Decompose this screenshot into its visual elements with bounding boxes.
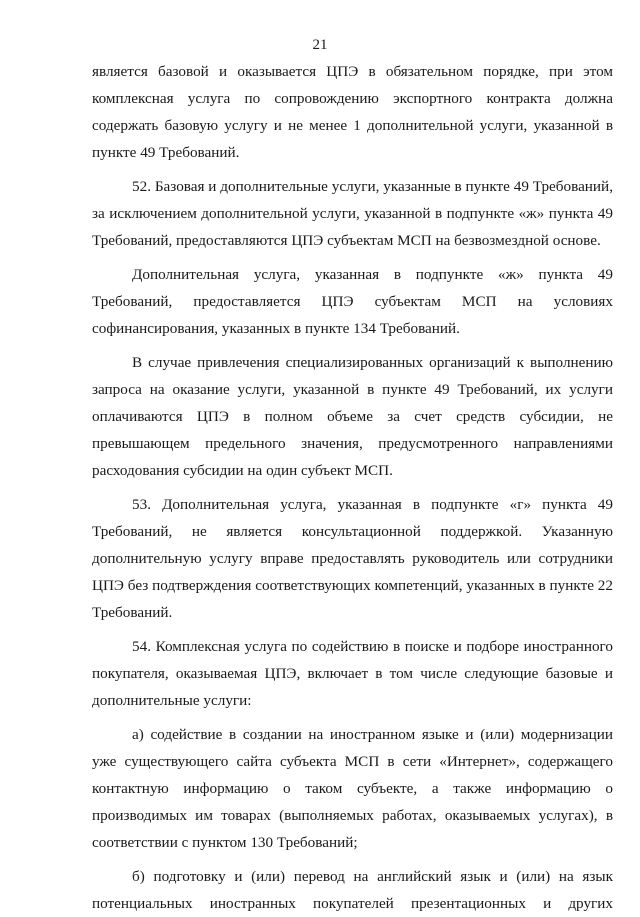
paragraph-54: 54. Комплексная услуга по содействию в поиске и подборе иностранного покупателя, оказываемая ЦПЭ, включает в том числе следующие базовые и дополнительные услуги: — [92, 638, 613, 709]
document-body — [92, 58, 613, 917]
paragraph-specialized-organizations: В случае привлечения специализированных организаций к выполнению запроса на оказание услуги, указанной в пункте 49 Требований, их услуги оплачиваются ЦПЭ в полном объеме за счет средств субсидии, не превышающем предельного значения, предусмотренного направлениями расходования субсидии на один субъект МСП. — [92, 354, 613, 479]
paragraph-54-item-a: а) содействие в создании на иностранном языке и (или) модернизации уже существующего сайта субъекта МСП в сети «Интернет», содержащего контактную информацию о таком субъекте, а также информацию о производимых им товарах (выполняемых работах, оказываемых услугах), в соответствии с пунктом 130 Требований; — [92, 726, 613, 851]
paragraph-52: 52. Базовая и дополнительные услуги, указанные в пункте 49 Требований, за исключением дополнительной услуги, указанной в подпункте «ж» пункта 49 Требований, предоставляются ЦПЭ субъектам МСП на безвозмездной основе. — [92, 178, 613, 249]
paragraph-53: 53. Дополнительная услуга, указанная в подпункте «г» пункта 49 Требований, не является консультационной поддержкой. Указанную дополнительную услугу вправе предоставлять руководитель или сотрудники ЦПЭ без подтверждения соответствующих компетенций, указанных в пункте 22 Требований. — [92, 496, 613, 621]
paragraph-54-item-b: б) подготовку и (или) перевод на английский язык и (или) на язык потенциальных иностранных покупателей презентационных и других — [92, 868, 613, 912]
paragraph-continuation: является базовой и оказывается ЦПЭ в обязательном порядке, при этом комплексная услуга по сопровождению экспортного контракта должна содержать базовую услугу и не менее 1 дополнительной услуги, указанной в пункте 49 Требований. — [92, 63, 613, 161]
paragraph-cofinancing: Дополнительная услуга, указанная в подпункте «ж» пункта 49 Требований, предоставляется ЦПЭ субъектам МСП на условиях софинансирования, указанных в пункте 134 Требований. — [92, 266, 613, 337]
page-number: 21 — [312, 37, 328, 53]
